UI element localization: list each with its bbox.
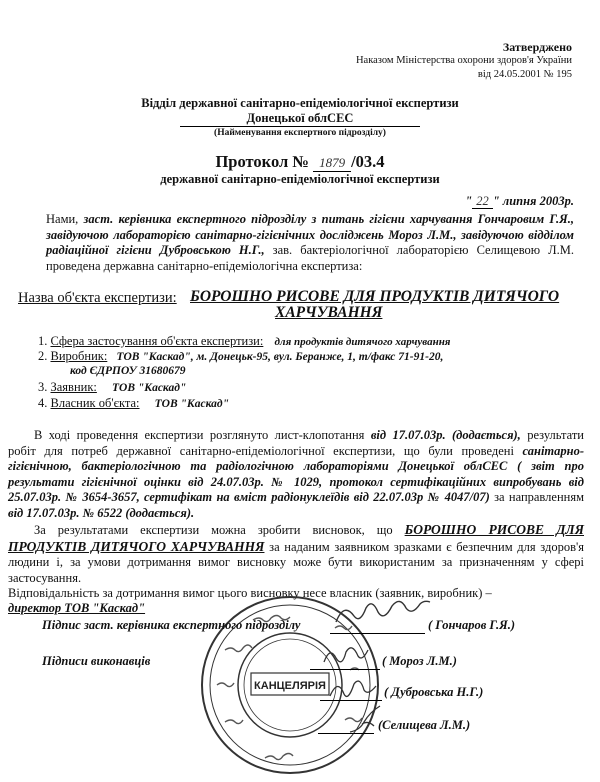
item-number: 1. xyxy=(38,334,48,348)
body-text-b: від 17.07.03р. (додається), xyxy=(370,428,521,442)
body-text-c: результати робіт для потреб державної санітарно-епідеміологічної експертизи, що були проведені xyxy=(8,428,584,458)
stamp-center-text: КАНЦЕЛЯРІЯ xyxy=(254,680,326,692)
head-signature-name: ( Гончаров Г.Я.) xyxy=(428,618,516,632)
conclusion-paragraph xyxy=(8,522,584,586)
department-line1: Відділ державної санітарно-епідеміологічної експертизи xyxy=(141,96,459,110)
item-label: Власник об'єкта: xyxy=(50,396,140,410)
item-3 xyxy=(38,380,186,396)
department-underline xyxy=(180,126,420,127)
approval-title: Затверджено xyxy=(502,40,572,54)
approval-block xyxy=(356,40,572,82)
body-text-f: від 17.07.03р. № 6522 (додається). xyxy=(8,505,195,520)
head-handwritten-signature xyxy=(330,598,440,634)
body-text-a: В ході проведення експертизи розглянуто лист-клопотання xyxy=(34,428,365,442)
item-1 xyxy=(38,334,450,350)
protocol-subtitle: державної санітарно-епідеміологічної експертизи xyxy=(160,172,440,186)
item-value: ТОВ "Каскад", м. Донецьк-95, вул. Беранже, 1, т/факс 71-91-20, xyxy=(116,351,444,363)
body-text-d: санітарно-гігієнічною, бактеріологічною та радіологічною лабораторіями Донецької облСЕС ( звіт про результати гігієнічної оцінки від 24.07.03р. № 1029, протокол сертифікаційних випробувань від 25.07.03р. № 3654-3657, сертифікат на вміст радіонуклеїдів від 22.07.03р № 4047/07) xyxy=(8,443,585,504)
item-2-code: код ЄДРПОУ 31680679 xyxy=(70,365,186,377)
protocol-title-prefix: Протокол № xyxy=(215,152,309,171)
responsibility-text: Відповідальність за дотримання вимог цього висновку несе власник (заявник, виробник) – xyxy=(8,586,492,600)
object-label xyxy=(18,290,177,307)
exec2-handwritten-signature xyxy=(326,672,386,702)
intro-tail: зав. бактеріологічної лабораторією Селищевою Л.М. проведена державна санітарно-епідеміологічна експертиза: xyxy=(46,243,574,273)
item-label: Заявник: xyxy=(50,380,97,394)
item-value: для продуктів дитячого харчування xyxy=(274,336,451,348)
conclusion-text-c: за наданим заявником зразками є безпечним для здоров'я людини і, за умови дотримання вимог висновку може бути використаним за призначенням у сфері застосування. xyxy=(8,539,584,585)
department-caption: (Найменування експертного підрозділу) xyxy=(214,128,386,138)
conclusion-product: БОРОШНО РИСОВЕ ДЛЯ ПРОДУКТІВ ДИТЯЧОГО ХАРЧУВАННЯ xyxy=(8,522,584,554)
item-number: 3. xyxy=(38,380,48,394)
intro-roles: заст. керівника експертного підрозділу з питань гігієни харчування Гончаровим Г.Я., завідуючою лабораторією санітарно-гігієнічних досліджень Мороз Л.М., завідуючою відділом радіаційної гігієни Дубровською Н.Г., xyxy=(46,212,575,257)
item-value: ТОВ "Каскад" xyxy=(112,382,187,394)
exec1-handwritten-signature xyxy=(320,640,380,670)
item-2 xyxy=(38,349,443,365)
protocol-title-suffix: /03.4 xyxy=(351,152,385,171)
item-value: ТОВ "Каскад" xyxy=(154,398,229,410)
protocol-title xyxy=(0,152,600,172)
department-line2: Донецької облСЕС xyxy=(246,111,354,125)
item-label: Сфера застосування об'єкта експертизи: xyxy=(50,334,264,348)
intro-lead: Нами, xyxy=(46,212,79,226)
exec2-name: ( Дубровська Н.Г.) xyxy=(384,685,484,699)
item-number: 4. xyxy=(38,396,48,410)
body-paragraph xyxy=(8,428,584,521)
approval-date-line: від 24.05.2001 № 195 xyxy=(477,69,572,80)
intro-paragraph xyxy=(46,212,574,274)
object-value-line2: ХАРЧУВАННЯ xyxy=(275,304,383,321)
approval-order-line: Наказом Міністерства охорони здоров'я України xyxy=(355,55,572,66)
date-rest: " липня 2003р. xyxy=(492,194,574,208)
object-value-line1: БОРОШНО РИСОВЕ ДЛЯ ПРОДУКТІВ ДИТЯЧОГО xyxy=(190,288,560,305)
protocol-number: 1879 xyxy=(313,155,351,172)
body-text-e: за направленням xyxy=(494,490,584,504)
exec1-name: ( Мороз Л.М.) xyxy=(382,654,457,668)
date-quote-open: " xyxy=(465,194,473,208)
object-label-text: Назва об'єкта експертизи: xyxy=(18,290,177,306)
conclusion-text-a: За результатами експертизи можна зробити висновок, що xyxy=(34,523,393,537)
executors-label: Підписи виконавців xyxy=(42,654,151,668)
head-signature-label: Підпис заст. керівника експертного підрозділу xyxy=(42,618,301,632)
item-label: Виробник: xyxy=(50,349,108,363)
date-day: 22 xyxy=(472,194,493,209)
protocol-date xyxy=(465,194,574,209)
item-number: 2. xyxy=(38,349,48,363)
responsibility-owner: директор ТОВ "Каскад" xyxy=(8,601,146,615)
exec3-name: (Селищева Л.М.) xyxy=(378,718,471,732)
item-4 xyxy=(38,396,229,412)
